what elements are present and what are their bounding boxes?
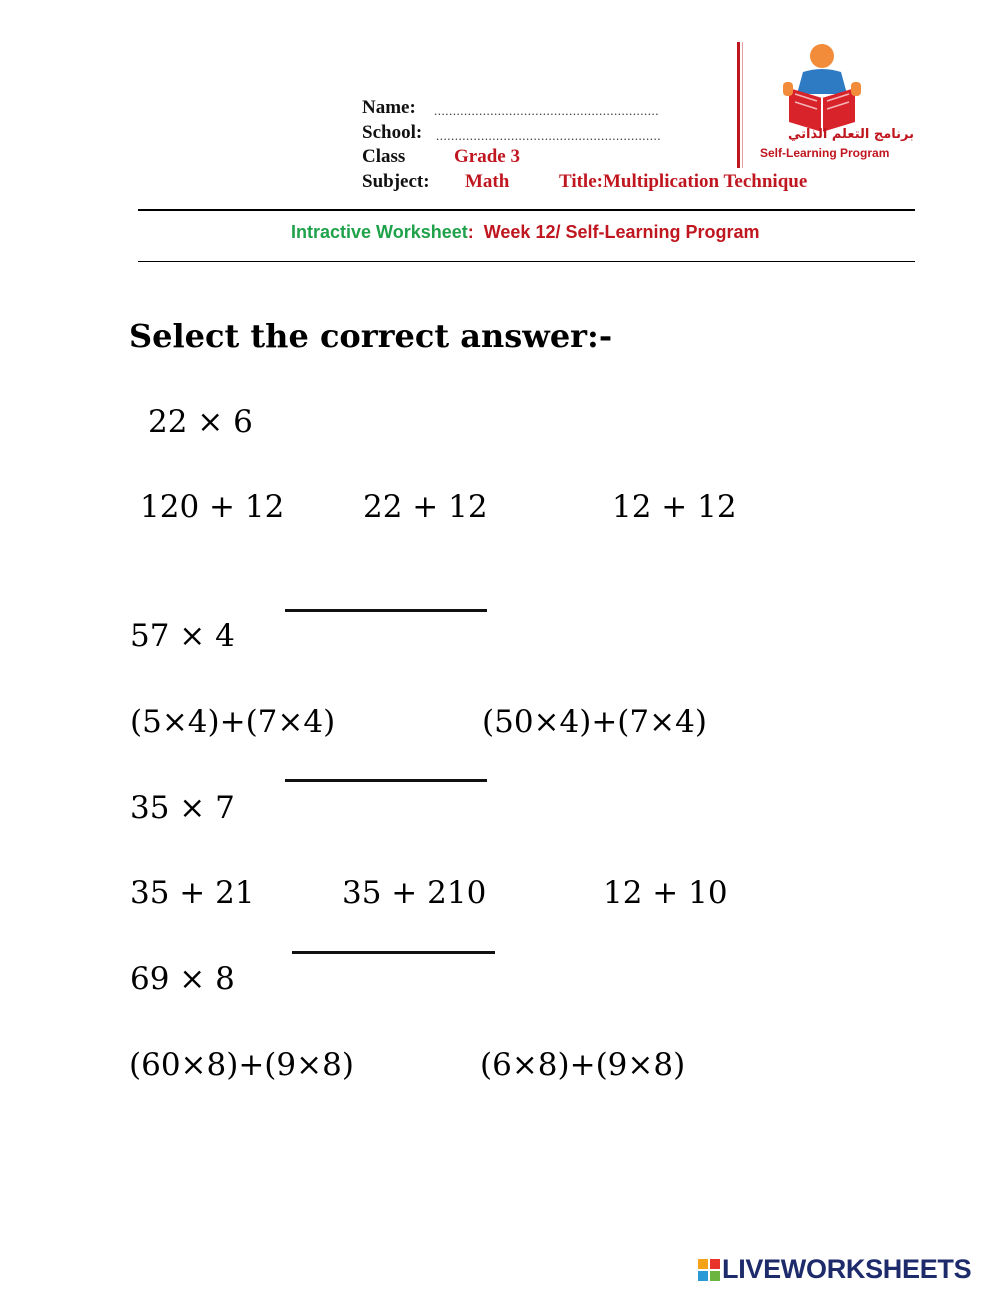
question-3-option-3[interactable]: 12 + 10	[603, 875, 728, 911]
question-3-option-1[interactable]: 35 + 21	[130, 875, 255, 911]
school-field[interactable]: ............................................................	[436, 128, 661, 143]
subject-label: Subject:	[362, 171, 430, 192]
question-3-problem: 35 × 7	[130, 790, 235, 826]
question-4-option-1[interactable]: (60×8)+(9×8)	[129, 1047, 354, 1083]
question-2-answer-blank[interactable]	[285, 779, 487, 782]
question-1-option-3[interactable]: 12 + 12	[612, 489, 737, 525]
instruction-heading: Select the correct answer:-	[129, 317, 613, 355]
header-divider	[737, 42, 740, 168]
subheader-worksheet: Intractive Worksheet	[291, 222, 468, 242]
header-divider-thin	[742, 42, 743, 168]
question-2-problem: 57 × 4	[130, 618, 235, 654]
logo-english-text: Self-Learning Program	[760, 146, 890, 160]
question-3-option-2[interactable]: 35 + 210	[342, 875, 487, 911]
subheader-colon: :	[467, 222, 474, 242]
subject-value: Math	[465, 171, 510, 192]
question-4-option-2[interactable]: (6×8)+(9×8)	[480, 1047, 686, 1083]
subheader-week: Week 12/ Self-Learning Program	[483, 222, 760, 242]
question-1-problem: 22 × 6	[148, 404, 253, 440]
liveworksheets-logo-icon	[698, 1259, 720, 1281]
liveworksheets-brand[interactable]: LIVEWORKSHEETS	[722, 1254, 972, 1284]
name-label: Name:	[362, 97, 416, 118]
worksheet-title: Title:Multiplication Technique	[559, 171, 808, 192]
question-3-answer-blank[interactable]	[292, 951, 495, 954]
name-field[interactable]: ............................................................	[434, 103, 659, 118]
class-label: Class	[362, 146, 406, 167]
school-label: School:	[362, 122, 423, 143]
question-1-answer-blank[interactable]	[285, 609, 487, 612]
header-rule-top	[138, 209, 915, 211]
logo-arabic-text: برنامج التعلم الذاتي	[788, 127, 915, 142]
class-value: Grade 3	[454, 146, 520, 167]
question-1-option-1[interactable]: 120 + 12	[140, 489, 285, 525]
question-1-option-2[interactable]: 22 + 12	[363, 489, 488, 525]
header-rule-bottom	[138, 261, 915, 262]
question-2-option-1[interactable]: (5×4)+(7×4)	[130, 704, 336, 740]
subheader	[291, 222, 760, 243]
question-4-problem: 69 × 8	[130, 961, 235, 997]
question-2-option-2[interactable]: (50×4)+(7×4)	[482, 704, 707, 740]
